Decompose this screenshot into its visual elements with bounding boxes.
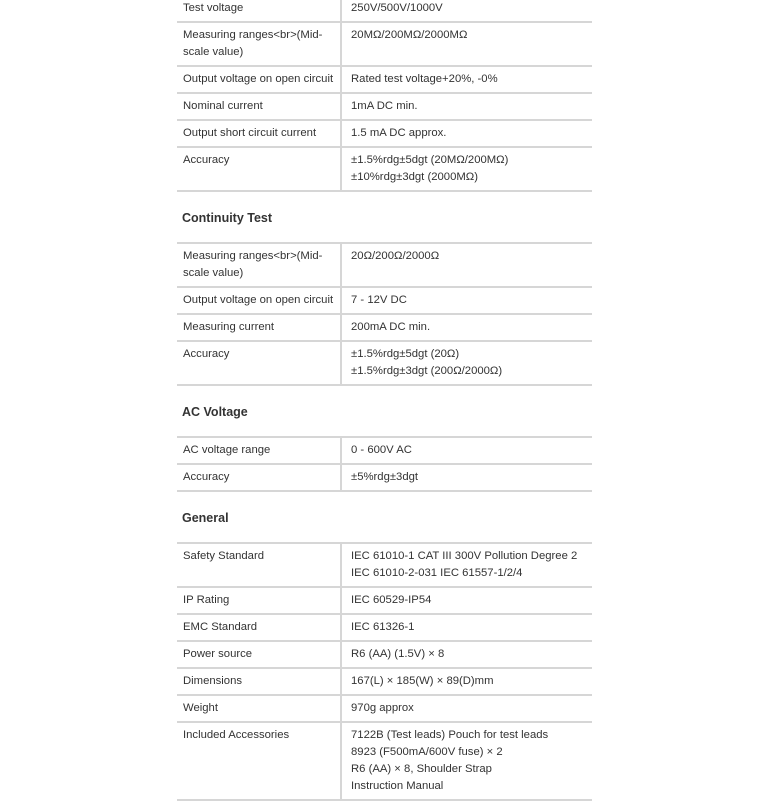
spec-value-line: IEC 61326-1 (351, 621, 415, 633)
spec-value (341, 543, 592, 587)
table-row (177, 120, 592, 147)
spec-label: Measuring ranges<br>(Mid-scale value) (177, 243, 341, 287)
spec-label: Accuracy (177, 147, 341, 191)
table-row (177, 437, 592, 464)
spec-value-line: 20MΩ/200MΩ/2000MΩ (351, 29, 468, 41)
table-row (177, 22, 592, 66)
spec-value-line: 1mA DC min. (351, 100, 418, 112)
table-row (177, 668, 592, 695)
spec-value-line: R6 (AA) (1.5V) × 8 (351, 648, 445, 660)
spec-table (177, 0, 592, 192)
spec-value-line: ±1.5%rdg±3dgt (200Ω/2000Ω) (351, 365, 503, 377)
table-row (177, 614, 592, 641)
spec-value-line: Rated test voltage+20%, -0% (351, 73, 498, 85)
spec-document (177, 0, 592, 801)
table-row (177, 287, 592, 314)
spec-label: Output voltage on open circuit (177, 66, 341, 93)
spec-value-line: ±5%rdg±3dgt (351, 471, 419, 483)
spec-value-line: IEC 61010-2-031 IEC 61557-1/2/4 (351, 567, 523, 579)
spec-value (341, 147, 592, 191)
spec-value-line: IEC 61010-1 CAT III 300V Pollution Degree 2 (351, 550, 578, 562)
spec-value (341, 314, 592, 341)
spec-value-line: 200mA DC min. (351, 321, 431, 333)
spec-value-line: 970g approx (351, 702, 414, 714)
spec-value (341, 341, 592, 385)
spec-value (341, 695, 592, 722)
table-row (177, 66, 592, 93)
spec-value-line: 0 - 600V AC (351, 444, 412, 456)
spec-label: Nominal current (177, 93, 341, 120)
section-heading: Continuity Test (182, 211, 273, 225)
table-row (177, 314, 592, 341)
section-heading: General (182, 511, 229, 525)
spec-value (341, 641, 592, 668)
spec-value (341, 22, 592, 66)
table-row (177, 587, 592, 614)
spec-value-line: IEC 60529-IP54 (351, 594, 432, 606)
spec-value-line: Instruction Manual (351, 780, 444, 792)
spec-table (177, 242, 592, 386)
spec-label: EMC Standard (177, 614, 341, 641)
spec-label: Accuracy (177, 341, 341, 385)
spec-value (341, 0, 592, 22)
spec-value (341, 587, 592, 614)
spec-value-line: 250V/500V/1000V (351, 2, 443, 14)
table-row (177, 0, 592, 22)
spec-value-line: ±1.5%rdg±5dgt (20MΩ/200MΩ) (351, 154, 509, 166)
spec-value (341, 437, 592, 464)
table-row (177, 641, 592, 668)
table-row (177, 722, 592, 800)
spec-value (341, 614, 592, 641)
table-row (177, 243, 592, 287)
table-row (177, 93, 592, 120)
table-row (177, 695, 592, 722)
spec-table (177, 542, 592, 801)
spec-value-line: 7 - 12V DC (351, 294, 407, 306)
spec-value (341, 287, 592, 314)
spec-label: Weight (177, 695, 341, 722)
table-row (177, 147, 592, 191)
spec-label: Test voltage (177, 0, 341, 22)
spec-value-line: R6 (AA) × 8, Shoulder Strap (351, 763, 492, 775)
spec-label: Dimensions (177, 668, 341, 695)
spec-label: Measuring ranges<br>(Mid-scale value) (177, 22, 341, 66)
spec-value-line: 8923 (F500mA/600V fuse) × 2 (351, 746, 503, 758)
spec-table (177, 436, 592, 492)
spec-value-line: 167(L) × 185(W) × 89(D)mm (351, 675, 494, 687)
spec-value-line: 7122B (Test leads) Pouch for test leads (351, 729, 549, 741)
spec-value (341, 722, 592, 800)
spec-value (341, 93, 592, 120)
spec-label: IP Rating (177, 587, 341, 614)
spec-label: AC voltage range (177, 437, 341, 464)
spec-label: Safety Standard (177, 543, 341, 587)
spec-value (341, 243, 592, 287)
spec-value (341, 66, 592, 93)
table-row (177, 464, 592, 491)
spec-label: Included Accessories (177, 722, 341, 800)
spec-value (341, 464, 592, 491)
spec-value-line: 1.5 mA DC approx. (351, 127, 447, 139)
table-row (177, 543, 592, 587)
section-heading: AC Voltage (182, 405, 248, 419)
table-row (177, 341, 592, 385)
spec-value (341, 668, 592, 695)
spec-value-line: 20Ω/200Ω/2000Ω (351, 250, 440, 262)
spec-label: Output short circuit current (177, 120, 341, 147)
spec-label: Accuracy (177, 464, 341, 491)
spec-label: Output voltage on open circuit (177, 287, 341, 314)
spec-label: Power source (177, 641, 341, 668)
spec-value (341, 120, 592, 147)
spec-label: Measuring current (177, 314, 341, 341)
spec-value-line: ±10%rdg±3dgt (2000MΩ) (351, 171, 478, 183)
spec-value-line: ±1.5%rdg±5dgt (20Ω) (351, 348, 460, 360)
